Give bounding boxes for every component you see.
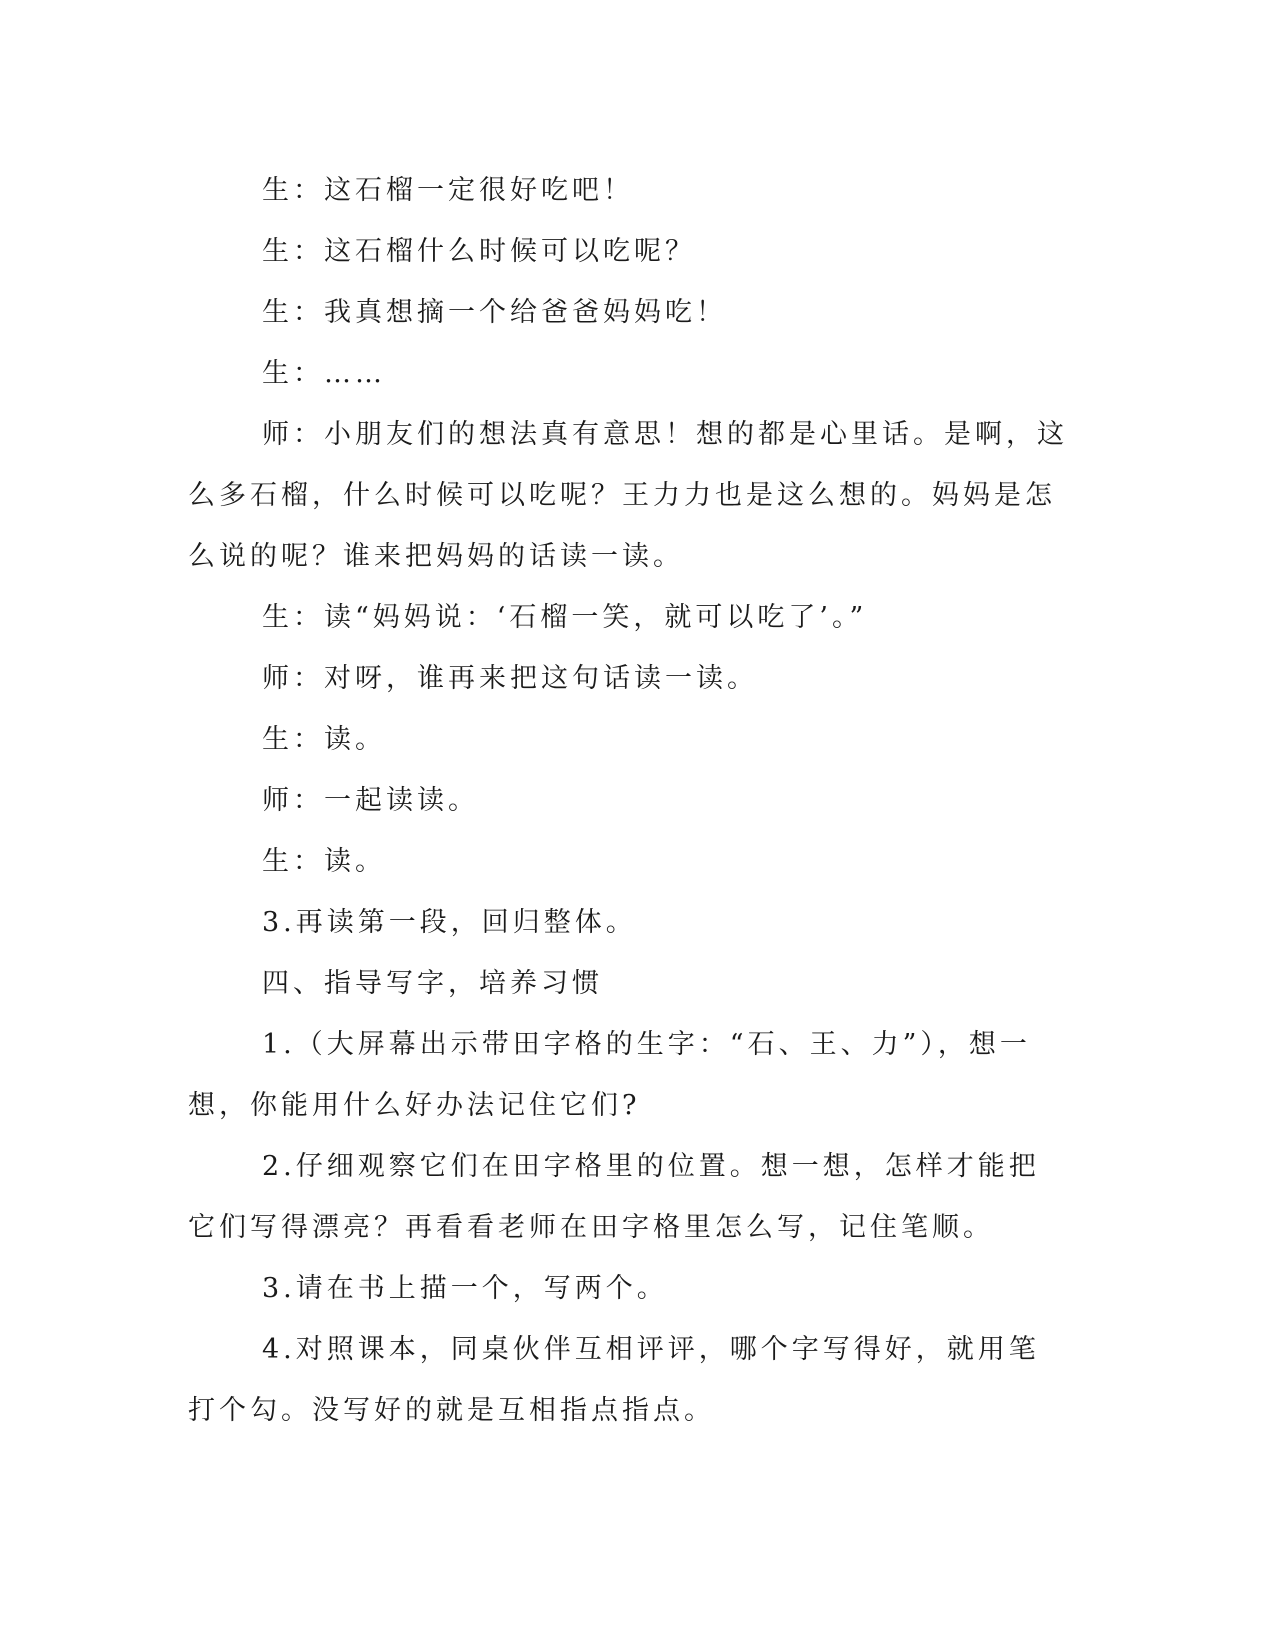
dialogue-line: 生：这石榴一定很好吃吧！ [262, 175, 634, 206]
step-item: 2.仔细观察它们在田字格里的位置。想一想，怎样才能把它们写得漂亮？再看看老师在田字格里怎么写，记住笔顺。 [188, 1151, 1040, 1243]
dialogue-line: 生：这石榴什么时候可以吃呢？ [262, 236, 696, 267]
step-item: 1.（大屏幕出示带田字格的生字：“石、王、力”），想一想，你能用什么好办法记住它们? [188, 1029, 1031, 1121]
step-item: 3.再读第一段，回归整体。 [262, 907, 637, 938]
dialogue-line: 生：…… [262, 358, 386, 389]
dialogue-line: 生：读。 [262, 724, 386, 755]
dialogue-line: 生：我真想摘一个给爸爸妈妈吃！ [262, 297, 727, 328]
section-heading: 四、指导写字，培养习惯 [262, 968, 603, 999]
step-item: 4.对照课本，同桌伙伴互相评评，哪个字写得好，就用笔打个勾。没写好的就是互相指点指点。 [188, 1334, 1040, 1426]
step-item: 3.请在书上描一个，写两个。 [262, 1273, 668, 1304]
dialogue-line: 师：小朋友们的想法真有意思！想的都是心里话。是啊，这么多石榴，什么时候可以吃呢？王力力也是这么想的。妈妈是怎么说的呢？谁来把妈妈的话读一读。 [188, 419, 1068, 572]
document-body [188, 160, 1068, 1441]
dialogue-line: 生：读。 [262, 846, 386, 877]
dialogue-line: 师：一起读读。 [262, 785, 479, 816]
dialogue-line: 师：对呀，谁再来把这句话读一读。 [262, 663, 758, 694]
dialogue-line: 生：读“妈妈说：‘石榴一笑，就可以吃了’。” [262, 602, 868, 633]
